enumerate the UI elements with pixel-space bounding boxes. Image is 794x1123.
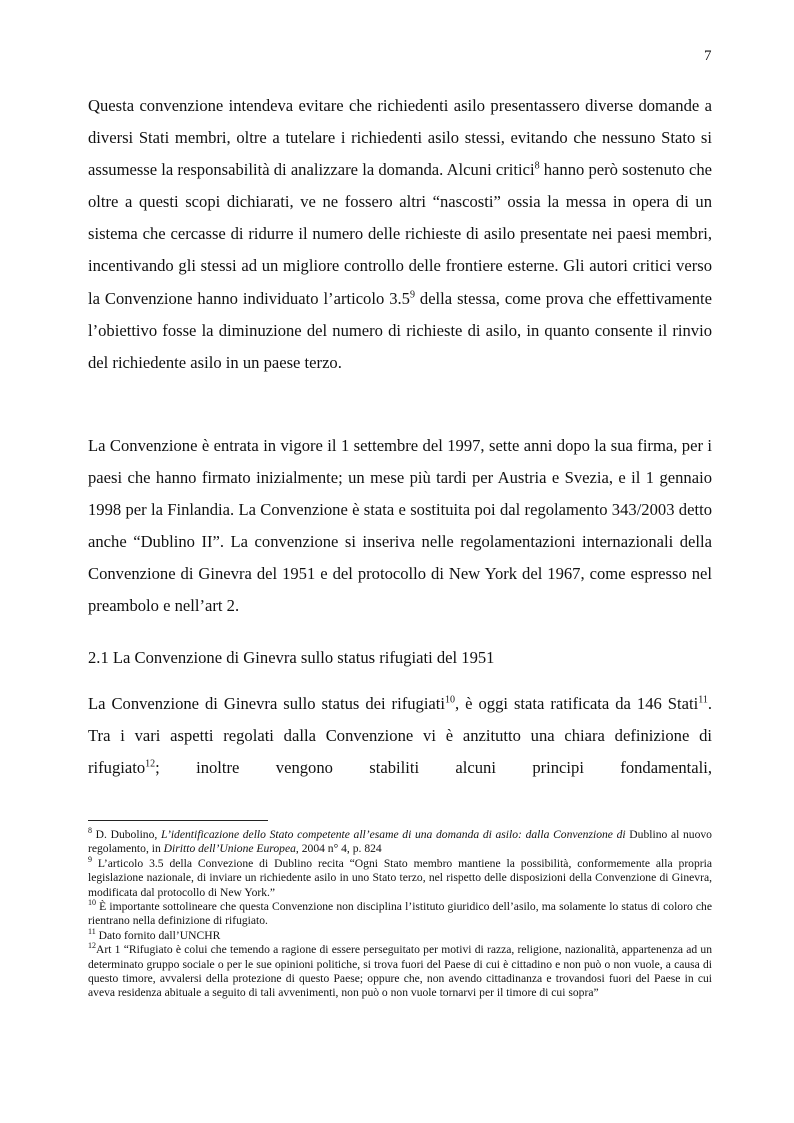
footnote-ref-9: 9 (409, 289, 415, 301)
page-number: 7 (704, 48, 712, 64)
paragraph-2: La Convenzione è entrata in vigore il 1 settembre del 1997, sette anni dopo la sua firma, per i paesi che hanno firmato inizialmente; un mese più tardi per Austria e Svezia, e il 1 gennaio 1998 per la Finlandia. La Convenzione è stata e sostituita poi dal regolamento 343/2003 detto anche “Dublino II”. La convenzione si inseriva nelle regolamentazioni internazionali della Convenzione di Ginevra del 1951 e del protocollo di New York del 1967, come espresso nel preambolo e nell’art 2. (88, 436, 712, 616)
footnote-number: 9 (88, 854, 92, 864)
paragraph-3-text-c: . Tra i vari aspetti regolati dalla Convenzione vi è anzitutto una chiara definizione di rifugiato (88, 694, 712, 778)
footnote-text: Dublino al nuovo regolamento, in (88, 828, 712, 856)
footnote-number: 10 (88, 898, 96, 908)
paragraph-3-text-d: ; inoltre vengono stabiliti alcuni principi fondamentali, (155, 758, 712, 778)
footnote-text: , 2004 n° 4, p. 824 (295, 842, 382, 856)
footnote-9 (88, 854, 712, 900)
footnote-ref-11: 11 (698, 694, 708, 706)
footnote-italic-journal: Diritto dell’Unione Europea (163, 842, 296, 856)
paragraph-1-text-c: della stessa, come prova che effettivamente l’obiettivo fosse la diminuzione del numero di richieste di asilo, in quanto consente il rinvio del richiedente asilo in un paese terzo. (88, 288, 712, 372)
footnote-12 (88, 943, 712, 1001)
paragraph-1 (88, 90, 712, 379)
footnote-ref-10: 10 (445, 694, 456, 706)
paragraph-3 (88, 688, 712, 784)
footnote-separator (88, 820, 268, 821)
footnote-ref-8: 8 (534, 160, 540, 172)
footnote-text: Art 1 “Rifugiato è colui che temendo a ragione di essere perseguitato per motivi di razza, religione, nazionalità, appartenenza ad un determinato gruppo sociale o per le sue opinioni politiche, si trova fuori del Paese di cui è cittadino e non può o non vuole, a causa di questo timore, avvalersi della protezione di questo Paese; oppure che, non avendo cittadinanza e trovandosi fuori del Paese in cui aveva residenza abituale a seguito di tali avvenimenti, non può o non vuole tornarvi per il timore di cui sopra” (88, 943, 712, 1000)
paragraph-1-text-a: Questa convenzione intendeva evitare che richiedenti asilo presentassero diverse domande a diversi Stati membri, oltre a tutelare i richiedenti asilo stessi, evitando che nessuno Stato si assumesse la responsabilità di analizzare la domanda. Alcuni critici (88, 96, 712, 180)
footnote-text: È importante sottolineare che questa Convenzione non disciplina l’istituto giuridico dell’asilo, ma solamente lo status di coloro che rientrano nella definizione di rifugiato. (88, 900, 712, 928)
footnote-text: D. Dubolino, (92, 828, 161, 841)
footnote-text: Dato fornito dall’UNCHR (95, 928, 221, 942)
footnote-number: 12 (88, 941, 96, 951)
paragraph-3-text-a: La Convenzione di Ginevra sullo status dei rifugiati (88, 694, 446, 713)
footnote-ref-12: 12 (145, 758, 156, 770)
section-heading: 2.1 La Convenzione di Ginevra sullo status rifugiati del 1951 (88, 648, 495, 667)
footnotes (88, 828, 712, 1001)
footnote-10 (88, 900, 712, 929)
footnote-number: 11 (88, 926, 96, 936)
footnote-italic-title: L’identificazione dello Stato competente all’esame di una domanda di asilo: dalla Convenzione di (160, 828, 626, 841)
footnote-text: L’articolo 3.5 della Convezione di Dublino recita “Ogni Stato membro mantiene la possibilità, conformemente alla propria legislazione nazionale, di inviare un richiedente asilo in uno Stato terzo, nel rispetto delle disposizioni della Convenzione di Ginevra, modificata dal protocollo di New York.” (88, 856, 712, 899)
paragraph-3-text-b: , è oggi stata ratificata da 146 Stati (455, 694, 699, 713)
paragraph-1-text-b: hanno però sostenuto che oltre a questi scopi dichiarati, ve ne fossero altri “nascosti” ossia la messa in opera di un sistema che cercasse di ridurre il numero delle richieste di asilo presentate nei paesi membri, incentivando gli stessi ad un migliore controllo delle frontiere esterne. Gli autori critici verso la Convenzione hanno individuato l’articolo 3.5 (88, 160, 712, 308)
footnote-number: 8 (88, 826, 92, 836)
footnote-8 (88, 828, 712, 857)
footnote-11 (88, 926, 712, 943)
